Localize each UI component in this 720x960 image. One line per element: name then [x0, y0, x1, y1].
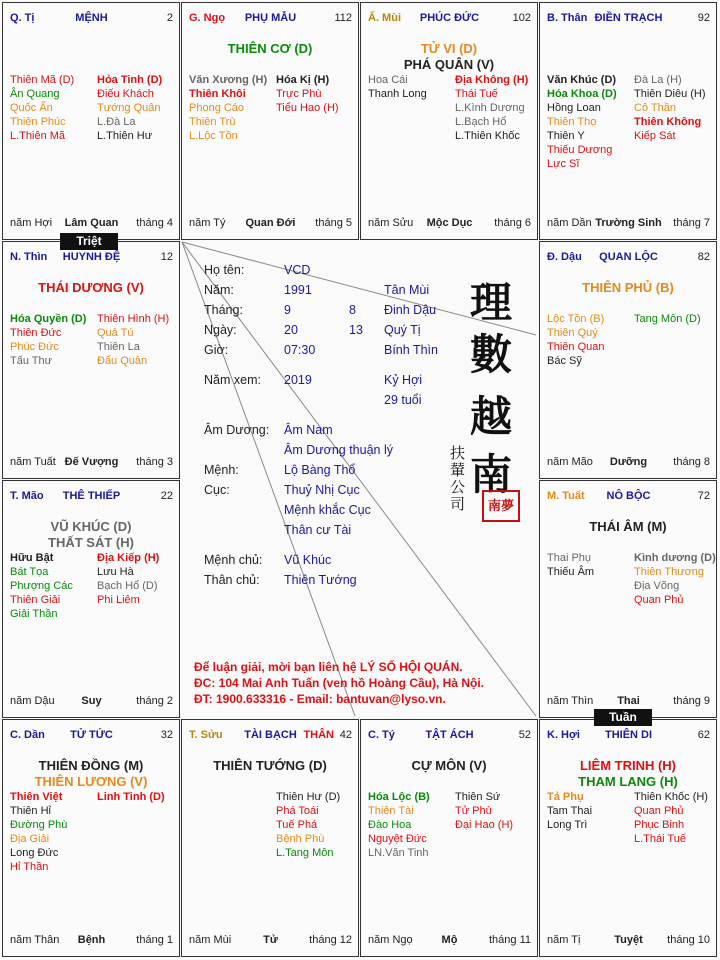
calligraphy-char-3: 越: [470, 392, 513, 441]
minor-star: Ân Quang: [10, 88, 60, 100]
palace-year: năm Hợi: [10, 217, 53, 229]
stars-left: [10, 73, 90, 143]
stars-left: [10, 551, 90, 621]
palace-header: [10, 251, 173, 265]
palace-header: [547, 251, 710, 265]
minor-star: L.Bạch Hổ: [455, 116, 507, 128]
main-star: CỰ MÔN (V): [411, 758, 487, 773]
stars-left: [10, 790, 90, 874]
palace-phase: Bệnh: [77, 934, 106, 946]
stars-right: [634, 790, 714, 846]
minor-star: Thanh Long: [368, 88, 427, 100]
minor-star: Phong Cáo: [189, 102, 245, 114]
minor-star: Thiên Thương: [634, 566, 705, 578]
minor-star: Thiên Diêu (H): [634, 88, 706, 100]
gio-label: Giờ:: [204, 343, 229, 357]
minor-star: Phá Toái: [276, 805, 319, 817]
palace-footer: [10, 695, 173, 708]
palace-can-chi: G. Ngọ: [189, 12, 226, 24]
palace-dai-han: 32: [160, 729, 173, 741]
minor-star: Thiên Đức: [10, 327, 62, 339]
minor-star: Thiên Thọ: [547, 116, 597, 128]
palace-dai-han: 72: [697, 490, 710, 502]
triet-tag: Triệt: [60, 233, 118, 250]
palace-month: tháng 5: [315, 217, 352, 229]
palace-ti: [2, 2, 180, 240]
palace-year: năm Thìn: [547, 695, 594, 707]
minor-star: Thiên La: [97, 341, 140, 353]
ngay-am-value: 13: [349, 323, 363, 337]
minor-star: Tướng Quân: [97, 102, 161, 114]
palace-dai-han: 82: [697, 251, 710, 263]
main-star: TỬ VI (D): [420, 41, 478, 56]
minor-star: Thiên Trù: [189, 116, 236, 128]
palace-year: năm Mão: [547, 456, 593, 468]
palace-phase: Mộc Dục: [426, 217, 473, 229]
amduong-value: Âm Nam: [284, 423, 333, 437]
minor-star: Tuế Phá: [276, 819, 318, 831]
namxem-label: Năm xem:: [204, 373, 261, 387]
minor-star: Giải Thần: [10, 608, 58, 620]
palace-phase: Dưỡng: [609, 456, 648, 468]
palace-year: năm Mùi: [189, 934, 232, 946]
gio-value: 07:30: [284, 343, 316, 357]
minor-star: Quan Phủ: [634, 805, 684, 817]
stars-right: [97, 790, 177, 804]
stars-left: [547, 551, 627, 579]
palace-month: tháng 6: [494, 217, 531, 229]
palace-year: năm Tị: [547, 934, 581, 946]
palace-year: năm Sửu: [368, 217, 414, 229]
minor-star: Thiếu Âm: [547, 566, 595, 578]
palace-year: năm Tuất: [10, 456, 56, 468]
minor-star: L.Thiên Hư: [97, 130, 153, 142]
main-star: PHÁ QUÂN (V): [403, 57, 495, 72]
contact-line-3: ĐT: 1900.633316 - Email: bantuvan@lyso.vn.: [194, 692, 446, 706]
stars-left: [10, 312, 90, 368]
palace-year: năm Dần: [547, 217, 592, 229]
palace-title: HUYNH ĐỆ: [62, 251, 121, 263]
minor-star: L.Lộc Tồn: [189, 130, 238, 142]
palace-phase: Mộ: [441, 934, 458, 946]
ngay-value: 20: [284, 323, 298, 337]
main-star: THAM LANG (H): [578, 774, 678, 789]
nam-can-chi: Tân Mùi: [384, 283, 430, 297]
menh-value: Lộ Bàng Thổ: [284, 463, 356, 477]
small-calligraphy: [450, 445, 465, 513]
minor-star: Văn Xương (H): [189, 74, 268, 86]
minor-star: Hoa Cái: [368, 74, 408, 86]
palace-header: [368, 12, 531, 26]
minor-star: Thiên Giải: [10, 594, 61, 606]
palace-can-chi: Đ. Dậu: [547, 251, 582, 263]
small-calli-4: 司: [450, 495, 466, 513]
small-calli-1: 扶: [450, 444, 466, 462]
palace-month: tháng 10: [667, 934, 710, 946]
palace-title: TẬT ÁCH: [425, 729, 474, 741]
hoten-label: Họ tên:: [204, 263, 245, 277]
minor-star: Hóa Kị (H): [276, 74, 330, 86]
palace-can-chi: C. Tý: [368, 729, 395, 741]
minor-star: Tử Phù: [455, 805, 492, 817]
minor-star: Thiên Quý: [547, 327, 598, 339]
minor-star: Tấu Thư: [10, 355, 53, 367]
nam-label: Năm:: [204, 283, 234, 297]
minor-star: L.Kình Dương: [455, 102, 525, 114]
palace-title: ĐIỀN TRẠCH: [594, 12, 663, 24]
palace-footer: [368, 934, 531, 947]
main-star: THẤT SÁT (H): [48, 535, 134, 550]
minor-star: Long Trì: [547, 819, 588, 831]
palace-footer: [547, 217, 710, 230]
stars-left: [547, 73, 627, 171]
palace-year: năm Ngọ: [368, 934, 413, 946]
cuc-label: Cục:: [204, 483, 230, 497]
minor-star: Cô Thần: [634, 102, 676, 114]
thang-label: Tháng:: [204, 303, 243, 317]
minor-star: Long Đức: [10, 847, 59, 859]
ngay-can-chi: Quý Tị: [384, 323, 421, 337]
palace-dai-han: 92: [697, 12, 710, 24]
palace-header: [10, 490, 173, 504]
minor-star: Thiên Sứ: [455, 791, 501, 803]
minor-star: Phục Binh: [634, 819, 685, 831]
stars-right: [634, 312, 714, 326]
cuc-value: Thuỷ Nhị Cục: [284, 483, 360, 497]
minor-star: Đào Hoa: [368, 819, 412, 831]
minor-star: LN.Văn Tinh: [368, 847, 429, 859]
palace-footer: [10, 934, 173, 947]
minor-star: Kình dương (D): [634, 552, 716, 564]
thang-am-value: 8: [349, 303, 356, 317]
minor-star: Địa Không (H): [455, 74, 529, 86]
tuoi-value: 29 tuổi: [384, 393, 422, 407]
main-star: LIÊM TRINH (H): [579, 758, 677, 773]
palace-title: QUAN LỘC: [599, 251, 658, 263]
palace-month: tháng 11: [488, 934, 531, 946]
minor-star: Điếu Khách: [97, 88, 154, 100]
main-star: THIÊN ĐỒNG (M): [38, 758, 144, 773]
minor-star: Thiên Hỉ: [10, 805, 51, 817]
minor-star: Thái Tuế: [455, 88, 498, 100]
minor-star: Tang Môn (D): [634, 313, 701, 325]
palace-dan: [2, 719, 180, 957]
minor-star: Thai Phụ: [547, 552, 592, 564]
palace-phase: Lâm Quan: [64, 217, 119, 229]
palace-month: tháng 4: [136, 217, 173, 229]
thanchu-label: Thân chủ:: [204, 573, 260, 587]
palace-month: tháng 2: [136, 695, 173, 707]
thang-can-chi: Đinh Dậu: [384, 303, 437, 317]
minor-star: Tả Phụ: [547, 791, 584, 803]
cuc-relation: Mệnh khắc Cục: [284, 503, 371, 517]
palace-thin: [2, 241, 180, 479]
palace-title: THIÊN DI: [604, 729, 653, 741]
palace-dai-han: 102: [512, 12, 531, 24]
palace-than: [539, 2, 717, 240]
stars-right: [455, 790, 535, 832]
palace-can-chi: Q. Tị: [10, 12, 35, 24]
menhchu-value: Vũ Khúc: [284, 553, 332, 567]
minor-star: Đẩu Quân: [97, 355, 148, 367]
gio-can-chi: Bính Thìn: [384, 343, 438, 357]
palace-footer: [189, 217, 352, 230]
nam-value: 1991: [284, 283, 312, 297]
stars-left: [547, 312, 627, 368]
palace-phase: Quan Đới: [245, 217, 296, 229]
minor-star: Thiên Hư (D): [276, 791, 341, 803]
palace-can-chi: M. Tuất: [547, 490, 585, 502]
minor-star: Đại Hao (H): [455, 819, 514, 831]
minor-star: Thiên Phúc: [10, 116, 66, 128]
minor-star: Thiên Quan: [547, 341, 605, 353]
stars-left: [547, 790, 627, 832]
minor-star: Hóa Khoa (D): [547, 88, 617, 100]
menhchu-label: Mệnh chủ:: [204, 553, 263, 567]
calligraphy-char-2: 數: [470, 330, 513, 379]
stars-right: [634, 73, 714, 143]
minor-star: Địa Võng: [634, 580, 680, 592]
minor-star: L.Đà La: [97, 116, 136, 128]
minor-star: Phúc Đức: [10, 341, 59, 353]
palace-dai-han: 112: [334, 12, 352, 24]
palace-title: TỬ TỨC: [70, 729, 113, 741]
palace-tuat: [539, 480, 717, 718]
palace-phase: Thai: [617, 695, 640, 707]
palace-month: tháng 12: [309, 934, 352, 946]
palace-footer: [547, 695, 710, 708]
stars-right: [97, 551, 177, 607]
palace-dai-han: 62: [697, 729, 710, 741]
palace-title: NÔ BỘC: [606, 490, 651, 502]
palace-can-chi: N. Thìn: [10, 251, 48, 263]
main-star: VŨ KHÚC (D): [50, 519, 132, 534]
stars-right: [97, 312, 177, 368]
small-calli-2: 輦: [450, 461, 466, 479]
stars-right: [276, 73, 356, 115]
palace-header: [189, 729, 352, 743]
palace-title: PHÚC ĐỨC: [419, 12, 480, 24]
palace-hoi: [539, 719, 717, 957]
minor-star: Bạch Hổ (D): [97, 580, 158, 592]
palace-header: [368, 729, 531, 743]
palace-footer: [189, 934, 352, 947]
minor-star: Bát Tọa: [10, 566, 49, 578]
amduong-relation: Âm Dương thuận lý: [284, 443, 393, 457]
namxem-can-chi: Kỷ Hợi: [384, 373, 423, 387]
palace-title: THÊ THIẾP: [62, 490, 121, 502]
palace-phase: Suy: [81, 695, 102, 707]
palace-dau: [539, 241, 717, 479]
minor-star: Thiên Khôi: [189, 88, 246, 100]
minor-star: Kiếp Sát: [634, 130, 676, 142]
small-calli-3: 公: [450, 478, 466, 496]
palace-can-chi: Ấ. Mùi: [368, 12, 401, 24]
thanchu-value: Thiên Tướng: [284, 573, 357, 587]
minor-star: L.Thiên Khốc: [455, 130, 520, 142]
minor-star: Văn Khúc (D): [547, 74, 617, 86]
palace-phase: Tử: [263, 934, 278, 946]
minor-star: Hữu Bật: [10, 552, 54, 564]
minor-star: Bệnh Phù: [276, 833, 325, 845]
minor-star: Quốc Ấn: [10, 102, 53, 114]
palace-can-chi: B. Thân: [547, 12, 588, 24]
minor-star: Trực Phù: [276, 88, 322, 100]
minor-star: Lộc Tồn (B): [547, 313, 605, 325]
palace-than-marker: THÂN: [303, 729, 334, 741]
than-cu-value: Thân cư Tài: [284, 523, 352, 537]
palace-title: TÀI BẠCH: [244, 729, 297, 741]
palace-footer: [10, 456, 173, 469]
palace-header: [547, 12, 710, 26]
palace-header: [10, 729, 173, 743]
calligraphy-char-4: 南: [470, 450, 513, 499]
center-info-panel: [180, 240, 538, 718]
palace-footer: [10, 217, 173, 230]
palace-title: PHỤ MẪU: [244, 12, 297, 24]
palace-footer: [547, 456, 710, 469]
contact-line-1: Để luận giải, mời bạn liên hệ LÝ SỐ HỘI QUÁN.: [194, 660, 463, 674]
minor-star: Quả Tú: [97, 327, 134, 339]
palace-month: tháng 8: [673, 456, 710, 468]
palace-dai-han: 2: [166, 12, 173, 24]
palace-can-chi: T. Sửu: [189, 729, 223, 741]
minor-star: Hồng Loan: [547, 102, 601, 114]
palace-phase: Đế Vượng: [64, 456, 119, 468]
main-star: THIÊN LƯƠNG (V): [34, 774, 148, 789]
palace-ngo: [181, 2, 359, 240]
palace-dai-han: 22: [160, 490, 173, 502]
palace-header: [547, 729, 710, 743]
stars-left: [368, 73, 448, 101]
stars-left: [368, 790, 448, 860]
minor-star: Lưu Hà: [97, 566, 134, 578]
minor-star: Hóa Quyền (D): [10, 313, 87, 325]
minor-star: Lực Sĩ: [547, 158, 580, 170]
calligraphy-char-1: 理: [470, 278, 513, 327]
minor-star: Địa Kiếp (H): [97, 552, 160, 564]
palace-month: tháng 1: [136, 934, 173, 946]
tuan-tag: Tuần: [594, 709, 652, 726]
hoten-value: VCD: [284, 263, 311, 277]
palace-year: năm Dậu: [10, 695, 55, 707]
minor-star: L.Thái Tuế: [634, 833, 686, 845]
palace-year: năm Tý: [189, 217, 226, 229]
minor-star: Bác Sỹ: [547, 355, 582, 367]
minor-star: Linh Tinh (D): [97, 791, 165, 803]
palace-mui: [360, 2, 538, 240]
thang-value: 9: [284, 303, 291, 317]
palace-ty: [360, 719, 538, 957]
palace-title: MỆNH: [75, 12, 108, 24]
minor-star: Đà La (H): [634, 74, 682, 86]
minor-star: Thiếu Dương: [547, 144, 613, 156]
minor-star: Tam Thai: [547, 805, 593, 817]
red-seal: 南夢: [482, 490, 520, 522]
minor-star: Quan Phủ: [634, 594, 684, 606]
amduong-label: Âm Dương:: [204, 423, 270, 437]
main-star: THIÊN PHỦ (B): [582, 280, 674, 295]
stars-left: [189, 73, 269, 143]
palace-dai-han: 52: [518, 729, 531, 741]
palace-header: [189, 12, 352, 26]
minor-star: Thiên Việt: [10, 791, 63, 803]
stars-right: [276, 790, 356, 860]
minor-star: Thiên Tài: [368, 805, 414, 817]
minor-star: Phi Liêm: [97, 594, 140, 606]
main-star: THÁI ÂM (M): [589, 519, 667, 534]
palace-month: tháng 9: [673, 695, 710, 707]
minor-star: Hóa Lộc (B): [368, 791, 430, 803]
palace-footer: [368, 217, 531, 230]
menh-label: Mệnh:: [204, 463, 239, 477]
palace-suu: [181, 719, 359, 957]
palace-footer: [547, 934, 710, 947]
palace-dai-han: 12: [160, 251, 173, 263]
main-star: THIÊN TƯỚNG (D): [213, 758, 327, 773]
palace-month: tháng 3: [136, 456, 173, 468]
main-star: THIÊN CƠ (D): [227, 41, 313, 56]
minor-star: Thiên Mã (D): [10, 74, 75, 86]
minor-star: Hỏa Tinh (D): [97, 74, 163, 86]
palace-month: tháng 7: [673, 217, 710, 229]
palace-can-chi: K. Hợi: [547, 729, 580, 741]
minor-star: Phượng Các: [10, 580, 73, 592]
minor-star: L.Thiên Mã: [10, 130, 66, 142]
minor-star: Thiên Không: [634, 116, 702, 128]
stars-right: [634, 551, 714, 607]
minor-star: Đường Phù: [10, 819, 68, 831]
namxem-value: 2019: [284, 373, 312, 387]
minor-star: Thiên Hình (H): [97, 313, 170, 325]
palace-can-chi: T. Mão: [10, 490, 44, 502]
stars-right: [455, 73, 535, 143]
palace-header: [547, 490, 710, 504]
ngay-label: Ngày:: [204, 323, 237, 337]
palace-dai-han: 42: [339, 729, 352, 741]
stars-right: [97, 73, 177, 143]
palace-can-chi: C. Dần: [10, 729, 45, 741]
palace-header: [10, 12, 173, 26]
minor-star: Thiên Khốc (H): [634, 791, 708, 803]
palace-year: năm Thân: [10, 934, 60, 946]
palace-phase: Trường Sinh: [595, 217, 662, 229]
contact-line-2: ĐC: 104 Mai Anh Tuấn (ven hồ Hoàng Cầu), Hà Nội.: [194, 676, 485, 690]
minor-star: L.Tang Môn: [276, 847, 334, 859]
minor-star: Địa Giải: [10, 833, 50, 845]
minor-star: Hỉ Thần: [10, 861, 49, 873]
palace-phase: Tuyệt: [614, 934, 643, 946]
minor-star: Tiểu Hao (H): [276, 102, 339, 114]
minor-star: Thiên Y: [547, 130, 585, 142]
palace-mao: [2, 480, 180, 718]
minor-star: Nguyệt Đức: [368, 833, 427, 845]
main-star: THÁI DƯƠNG (V): [38, 280, 144, 295]
